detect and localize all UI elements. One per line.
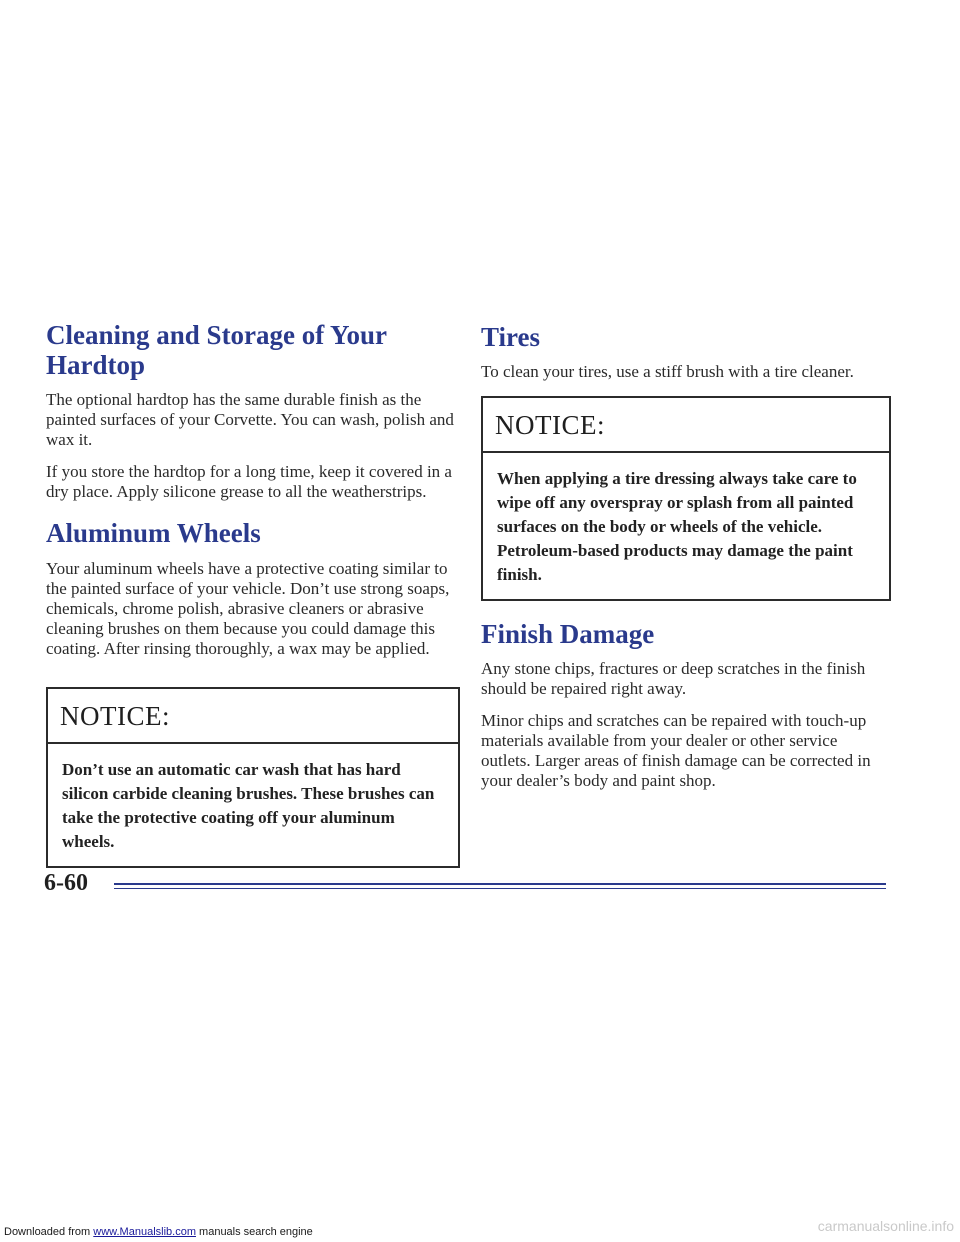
section-title-tires: Tires <box>481 322 541 352</box>
hardtop-paragraph-2: If you store the hardtop for a long time, keep it covered in a dry place. Apply silicone grease to all the weatherstrips. <box>46 462 452 502</box>
finish-damage-paragraph-1: Any stone chips, fractures or deep scratches in the finish should be repaired right away. <box>481 659 866 699</box>
watermark: carmanualsonline.info <box>817 1218 954 1234</box>
finish-damage-paragraph-2: Minor chips and scratches can be repaired with touch-up materials available from your dealer or other service outlets. Larger areas of finish damage can be corrected in your dealer’s body and paint shop. <box>481 711 871 791</box>
notice-text: Don’t use an automatic car wash that has hard silicon carbide cleaning brushes. These brushes can take the protective coating off your aluminum wheels. <box>62 759 435 851</box>
right-column <box>481 322 891 791</box>
tires-paragraph: To clean your tires, use a stiff brush with a tire cleaner. <box>481 362 854 382</box>
footer-rule-thin <box>114 888 886 889</box>
hardtop-paragraph-1: The optional hardtop has the same durable finish as the painted surfaces of your Corvette. You can wash, polish and wax it. <box>46 390 454 450</box>
notice-heading: NOTICE: <box>48 689 458 744</box>
download-banner <box>0 1222 960 1242</box>
section-title-finish-damage: Finish Damage <box>481 619 655 650</box>
footer-rule <box>114 883 886 885</box>
section-title-aluminum-wheels: Aluminum Wheels <box>46 518 261 549</box>
page-footer <box>44 870 886 900</box>
banner-suffix: manuals search engine <box>195 1226 313 1238</box>
banner-prefix: Downloaded from <box>4 1226 94 1238</box>
aluminum-wheels-paragraph: Your aluminum wheels have a protective coating similar to the painted surface of your vehicle. Don’t use strong soaps, chemicals, chrome polish, abrasive cleaners or abrasive cleaning brushes on them because you could damage this coating. After rinsing thoroughly, a wax may be applied. <box>46 558 450 658</box>
notice-text: When applying a tire dressing always take care to wipe off any overspray or splash from all painted surfaces on the body or wheels of the vehicle. Petroleum-based products may damage the paint finish. <box>497 469 857 585</box>
page-number: 6-60 <box>44 870 88 896</box>
left-column <box>46 320 460 868</box>
notice-box-tires <box>481 396 891 601</box>
notice-box-wheels <box>46 687 460 868</box>
manualslib-link[interactable]: www.Manualslib.com <box>93 1226 196 1238</box>
notice-heading: NOTICE: <box>483 398 889 453</box>
section-title-hardtop: Cleaning and Storage of Your Hardtop <box>46 320 387 381</box>
